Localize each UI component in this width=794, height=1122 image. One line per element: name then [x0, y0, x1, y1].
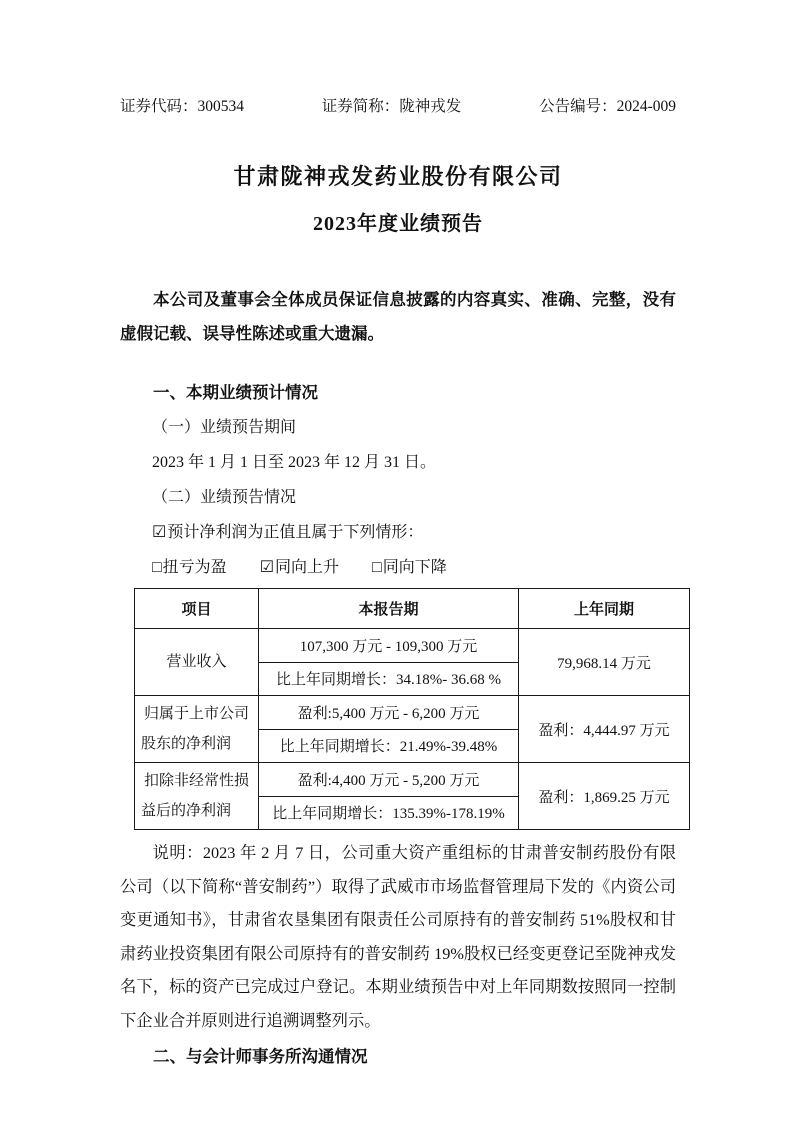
checkbox-checked-icon: ☑	[152, 524, 167, 541]
board-declaration: 本公司及董事会全体成员保证信息披露的内容真实、准确、完整，没有虚假记载、误导性陈述或重大遗漏。	[120, 290, 676, 343]
column-header-current-period: 本报告期	[259, 589, 519, 629]
forecast-type-statement	[120, 515, 676, 550]
table-row	[135, 763, 690, 797]
checkbox-unchecked-icon: □	[152, 559, 162, 576]
table-row	[135, 696, 690, 730]
table-row	[135, 629, 690, 663]
performance-forecast-table	[134, 588, 690, 830]
forecast-options-row	[120, 550, 676, 585]
explanation-paragraph: 说明：2023 年 2 月 7 日，公司重大资产重组标的甘肃普安制药股份有限公司（以下简称“普安制药”）取得了武威市市场监督管理局下发的《内资公司变更通知书》，甘肃省农垦集团有限责任公司原持有的普安制药 51%股权和甘肃药业投资集团有限公司原持有的普安制药 19%股权已经变更登记至陇神戎发名下，标的资产已完成过户登记。本期业绩预告中对上年同期数按照同一控制下企业合并原则进行追溯调整列示。	[120, 843, 676, 1030]
forecast-period-heading: （一）业绩预告期间	[152, 419, 297, 436]
row-item-deducted-net-profit: 扣除非经常性损益后的净利润	[135, 763, 259, 830]
column-header-item: 项目	[135, 589, 259, 629]
column-header-prior-period: 上年同期	[519, 589, 690, 629]
row-item-net-profit: 归属于上市公司股东的净利润	[135, 696, 259, 763]
revenue-current-range: 107,300 万元 - 109,300 万元	[259, 629, 519, 663]
document-header	[120, 97, 676, 117]
net-profit-current-range: 盈利:5,400 万元 - 6,200 万元	[259, 696, 519, 730]
forecast-period: 2023 年 1 月 1 日至 2023 年 12 月 31 日。	[152, 454, 437, 471]
deducted-net-profit-prior-value: 盈利：1,869.25 万元	[519, 763, 690, 830]
checkbox-unchecked-icon: □	[372, 559, 382, 576]
option-same-direction-up	[260, 559, 339, 576]
net-profit-yoy-growth: 比上年同期增长：21.49%-39.48%	[259, 729, 519, 763]
row-item-revenue: 营业收入	[135, 629, 259, 696]
table-header-row	[135, 589, 690, 629]
option-label: 同向上升	[275, 559, 340, 576]
option-turn-loss-to-profit	[152, 559, 227, 576]
report-title: 2023年度业绩预告	[313, 213, 483, 235]
stock-code: 证券代码：300534	[120, 98, 245, 115]
option-label: 同向下降	[382, 559, 447, 576]
checkbox-checked-icon: ☑	[259, 559, 275, 576]
deducted-net-profit-current-range: 盈利:4,400 万元 - 5,200 万元	[259, 763, 519, 797]
option-label: 扭亏为盈	[162, 559, 227, 576]
section1-heading: 一、本期业绩预计情况	[153, 383, 318, 402]
revenue-prior-value: 79,968.14 万元	[519, 629, 690, 696]
stock-short-name: 证券简称：陇神戎发	[321, 98, 462, 115]
section2-heading: 二、与会计师事务所沟通情况	[153, 1047, 368, 1066]
forecast-type-label: 预计净利润为正值且属于下列情形：	[167, 524, 424, 541]
announcement-number: 公告编号：2024-009	[539, 98, 676, 115]
revenue-yoy-growth: 比上年同期增长：34.18%- 36.68 %	[259, 662, 519, 696]
forecast-situation-heading: （二）业绩预告情况	[152, 489, 297, 506]
net-profit-prior-value: 盈利：4,444.97 万元	[519, 696, 690, 763]
company-title: 甘肃陇神戎发药业股份有限公司	[233, 164, 563, 189]
option-same-direction-down	[372, 559, 447, 576]
deducted-net-profit-yoy-growth: 比上年同期增长：135.39%-178.19%	[259, 796, 519, 830]
